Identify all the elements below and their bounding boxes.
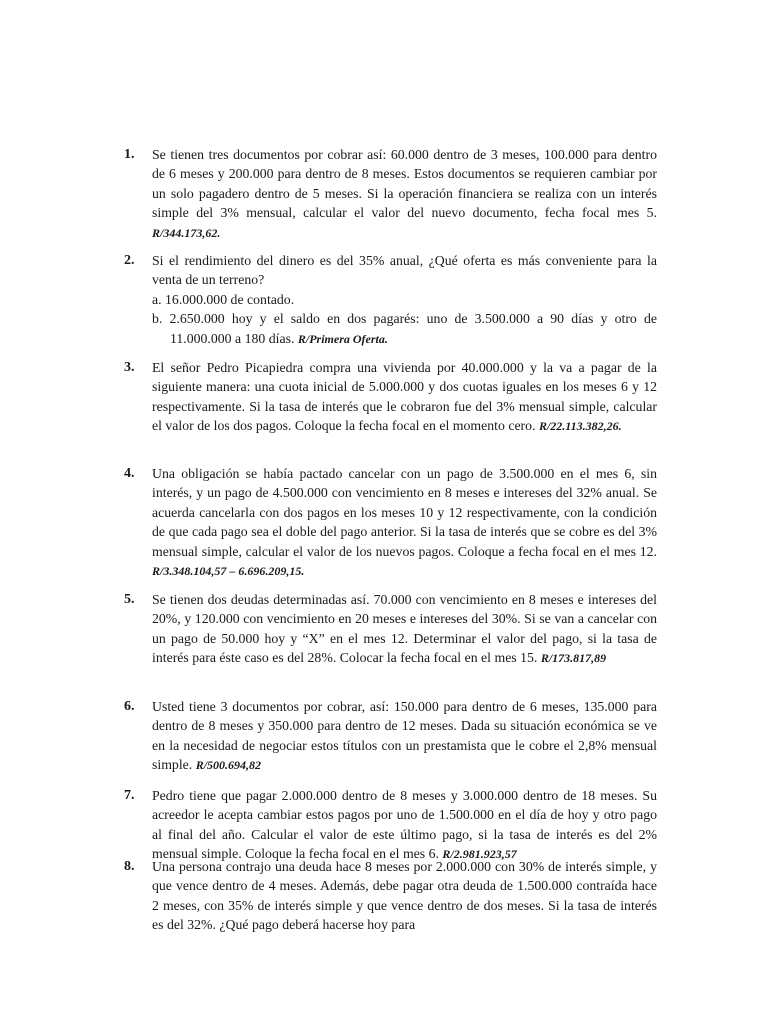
- option-a: a. 16.000.000 de contado.: [152, 291, 295, 307]
- problem-number: 7.: [124, 788, 135, 803]
- problem-answer: R/Primera Oferta.: [297, 331, 388, 346]
- problem-answer: R/2.981.923,57: [442, 847, 517, 862]
- problem-text: Usted tiene 3 documentos por cobrar, así: 150.000 para dentro de 6 meses, 135.000 para dentro de 8 meses y 350.000 para dentro de 12 meses. Dada su situación económica se ve en la necesidad de negociar estos títulos con un prestamista que le cobre el 2,8% mensual simple.: [152, 699, 657, 773]
- problem-answer: R/22.113.382,26.: [538, 419, 622, 434]
- problem-body: [152, 590, 657, 669]
- problem-body: [152, 145, 657, 243]
- option-b-text: b. 2.650.000 hoy y el saldo en dos pagarés: uno de 3.500.000 a 90 días y otro de 11.000.000 a 180 días.: [152, 311, 657, 346]
- problem-body: [152, 251, 657, 349]
- problem-body: [152, 697, 657, 776]
- problem-body: [152, 358, 657, 437]
- problem-number: 8.: [124, 859, 135, 874]
- problem-answer: R/500.694,82: [195, 758, 262, 773]
- problem-number: 3.: [124, 360, 135, 375]
- problem-number: 5.: [124, 592, 135, 607]
- option-b: [152, 309, 657, 349]
- problem-body: [152, 857, 657, 935]
- problem-number: 4.: [124, 466, 135, 481]
- problem-answer: R/344.173,62.: [152, 225, 221, 240]
- problem-body: [152, 464, 657, 581]
- problem-number: 1.: [124, 147, 135, 162]
- problem-number: 6.: [124, 699, 135, 714]
- problem-number: 2.: [124, 253, 135, 268]
- problem-answer: R/173.817,89: [540, 651, 607, 666]
- problem-text: El señor Pedro Picapiedra compra una vivienda por 40.000.000 y la va a pagar de la siguiente manera: una cuota inicial de 5.000.000 y dos cuotas iguales en los meses 6 y 12 respectivamente. Si la tasa de interés que le cobraron fue del 3% mensual simple, calcular el valor de los dos pagos. Coloque la fecha focal en el momento cero.: [152, 360, 657, 434]
- problem-text: Una persona contrajo una deuda hace 8 meses por 2.000.000 con 30% de interés simple, y que vence dentro de 4 meses. Además, debe pagar otra deuda de 1.500.000 contraída hace 2 meses, con 35% de interés simple y que vence dentro de dos meses. Si la tasa de interés es del 32%. ¿Qué pago deberá hacerse hoy para: [152, 859, 657, 933]
- problem-text: Una obligación se había pactado cancelar con un pago de 3.500.000 en el mes 6, sin interés, y un pago de 4.500.000 con vencimiento en 8 meses e intereses del 32% anual. Se acuerda cancelarla con dos pagos en los meses 10 y 12 respectivamente, con la condición de que cada pago sea el doble del pago anterior. Si la tasa de interés que se cobre es del 3% mensual simple, calcular el valor de los nuevos pagos. Coloque a fecha focal en el mes 12.: [152, 466, 657, 559]
- problem-body: [152, 786, 657, 865]
- problem-text: Si el rendimiento del dinero es del 35% anual, ¿Qué oferta es más conveniente para la venta de un terreno?: [152, 253, 657, 288]
- problem-answer: R/3.348.104,57 – 6.696.209,15.: [152, 564, 305, 579]
- problem-text: Se tienen tres documentos por cobrar así: 60.000 dentro de 3 meses, 100.000 para dentro de 6 meses y 200.000 para dentro de 8 meses. Estos documentos se requieren cambiar por un solo pagadero dentro de 5 meses. Si la operación financiera se realiza con un interés simple del 3% mensual, calcular el valor del nuevo documento, fecha focal mes 5.: [152, 147, 657, 221]
- problem-text: Pedro tiene que pagar 2.000.000 dentro de 8 meses y 3.000.000 dentro de 18 meses. Su acreedor le acepta cambiar estos pagos por uno de 1.500.000 en el día de hoy y otro pago al final del año. Calcular el valor de este último pago, si la tasa de interés es del 2% mensual simple. Coloque la fecha focal en el mes 6.: [152, 788, 657, 862]
- problem-text: Se tienen dos deudas determinadas así. 70.000 con vencimiento en 8 meses e intereses del 20%, y 120.000 con vencimiento en 20 meses e intereses del 30%. Si se van a cancelar con un pago de 50.000 hoy y “X” en el mes 12. Determinar el valor del pago, si la tasa de interés para éste caso es del 28%. Colocar la fecha focal en el mes 15.: [152, 592, 657, 666]
